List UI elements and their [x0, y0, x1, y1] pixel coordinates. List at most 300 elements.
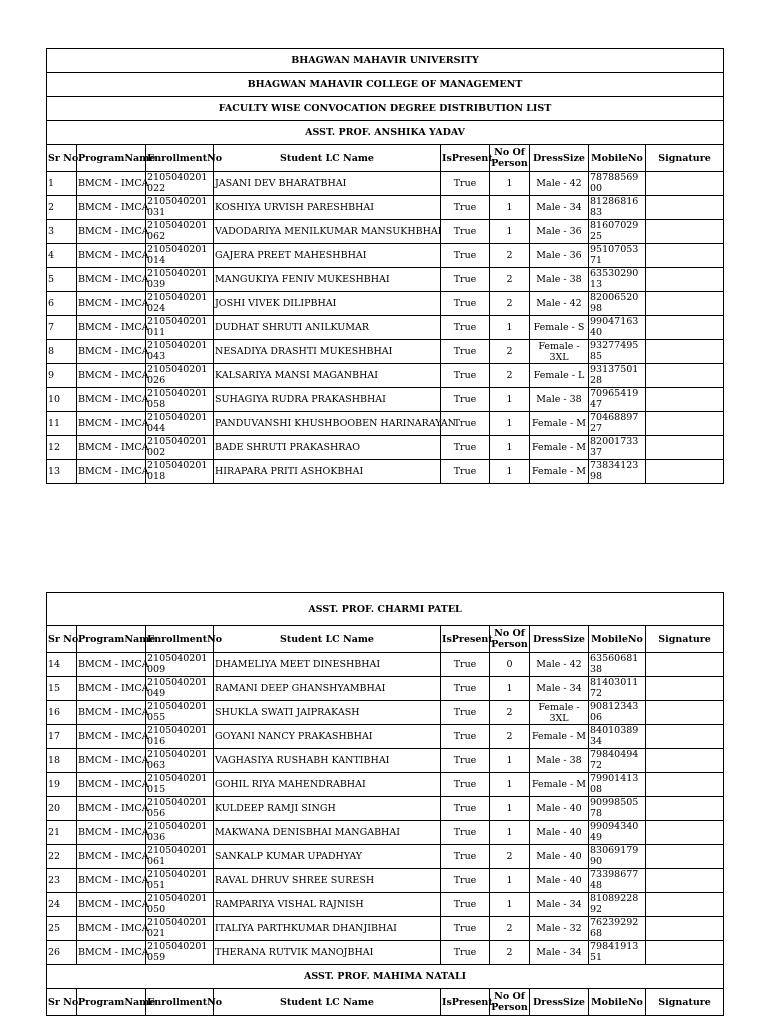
table-cell: BMCM - IMCA — [77, 821, 146, 845]
signature-cell — [646, 893, 724, 917]
table-cell: True — [441, 725, 490, 749]
table-cell: 15 — [47, 677, 77, 701]
table-cell: 22 — [47, 845, 77, 869]
table-cell: 6353029013 — [589, 268, 646, 292]
table-cell: NESADIYA DRASHTI MUKESHBHAI — [214, 340, 441, 364]
table-cell: PANDUVANSHI KHUSHBOOBEN HARINARAYAN — [214, 412, 441, 436]
table-cell: 2105040201043 — [146, 340, 214, 364]
column-header: ProgramName — [77, 145, 146, 172]
table-cell: BMCM - IMCA — [77, 653, 146, 677]
table-row — [47, 292, 724, 316]
signature-cell — [646, 316, 724, 340]
table-cell: True — [441, 653, 490, 677]
table-cell: Male - 40 — [530, 845, 589, 869]
table-row — [47, 220, 724, 244]
table-cell: BMCM - IMCA — [77, 725, 146, 749]
signature-cell — [646, 701, 724, 725]
table-cell: GAJERA PREET MAHESHBHAI — [214, 244, 441, 268]
signature-cell — [646, 773, 724, 797]
signature-cell — [646, 653, 724, 677]
table-cell: 16 — [47, 701, 77, 725]
table-cell: 25 — [47, 917, 77, 941]
college-title: BHAGWAN MAHAVIR COLLEGE OF MANAGEMENT — [47, 73, 724, 97]
table-cell: 2105040201062 — [146, 220, 214, 244]
table-cell: MAKWANA DENISBHAI MANGABHAI — [214, 821, 441, 845]
table-cell: Female - 3XL — [530, 701, 589, 725]
signature-cell — [646, 941, 724, 965]
table-cell: JOSHI VIVEK DILIPBHAI — [214, 292, 441, 316]
list-title: FACULTY WISE CONVOCATION DEGREE DISTRIBUTION LIST — [47, 97, 724, 121]
table-cell: 2 — [490, 725, 530, 749]
table-cell: 6 — [47, 292, 77, 316]
signature-cell — [646, 917, 724, 941]
table-cell: KALSARIYA MANSI MAGANBHAI — [214, 364, 441, 388]
table-cell: Male - 42 — [530, 292, 589, 316]
column-header: Student LC Name — [214, 145, 441, 172]
table-row — [47, 436, 724, 460]
table-cell: GOHIL RIYA MAHENDRABHAI — [214, 773, 441, 797]
column-header: Student LC Name — [214, 626, 441, 653]
table-cell: 7096541947 — [589, 388, 646, 412]
column-header: MobileNo — [589, 145, 646, 172]
table-cell: BMCM - IMCA — [77, 388, 146, 412]
table-cell: 1 — [490, 773, 530, 797]
table-cell: 2105040201022 — [146, 172, 214, 196]
table-cell: True — [441, 220, 490, 244]
table-cell: 9099850578 — [589, 797, 646, 821]
table-row — [47, 172, 724, 196]
table-cell: 1 — [490, 388, 530, 412]
table-cell: VADODARIYA MENILKUMAR MANSUKHBHAI — [214, 220, 441, 244]
column-header: EnrollmentNo — [146, 989, 214, 1016]
table-cell: BMCM - IMCA — [77, 869, 146, 893]
table-cell: 2 — [490, 244, 530, 268]
table-cell: 13 — [47, 460, 77, 484]
table-row — [47, 244, 724, 268]
table-cell: True — [441, 388, 490, 412]
table-cell: 2105040201049 — [146, 677, 214, 701]
table-cell: 8160702925 — [589, 220, 646, 244]
column-header: IsPresent — [441, 626, 490, 653]
table-cell: 2 — [490, 701, 530, 725]
table-cell: 5 — [47, 268, 77, 292]
table-cell: 8401038934 — [589, 725, 646, 749]
table-row — [47, 701, 724, 725]
table-cell: 2105040201039 — [146, 268, 214, 292]
table-cell: BMCM - IMCA — [77, 196, 146, 220]
table-cell: 2105040201055 — [146, 701, 214, 725]
table-cell: 4 — [47, 244, 77, 268]
table-cell: 2105040201063 — [146, 749, 214, 773]
table-cell: Male - 34 — [530, 677, 589, 701]
table-cell: True — [441, 412, 490, 436]
table-cell: 7990141308 — [589, 773, 646, 797]
table-cell: True — [441, 340, 490, 364]
table-cell: Female - M — [530, 725, 589, 749]
table-cell: JASANI DEV BHARATBHAI — [214, 172, 441, 196]
column-header: Signature — [646, 145, 724, 172]
table-cell: BMCM - IMCA — [77, 436, 146, 460]
signature-cell — [646, 388, 724, 412]
table-cell: True — [441, 869, 490, 893]
table-cell: VAGHASIYA RUSHABH KANTIBHAI — [214, 749, 441, 773]
column-header: ProgramName — [77, 626, 146, 653]
table-cell: Male - 40 — [530, 797, 589, 821]
table-cell: 7984191351 — [589, 941, 646, 965]
table-cell: 1 — [490, 749, 530, 773]
table-cell: BADE SHRUTI PRAKASHRAO — [214, 436, 441, 460]
table-cell: BMCM - IMCA — [77, 749, 146, 773]
column-header: Sr No. — [47, 626, 77, 653]
table-cell: 8200652098 — [589, 292, 646, 316]
table-row — [47, 725, 724, 749]
table-cell: Male - 40 — [530, 869, 589, 893]
table-row — [47, 316, 724, 340]
table-cell: 21 — [47, 821, 77, 845]
table-cell: 2105040201051 — [146, 869, 214, 893]
faculty-heading: ASST. PROF. CHARMI PATEL — [47, 593, 724, 626]
table-row — [47, 677, 724, 701]
table-cell: 9327749585 — [589, 340, 646, 364]
table-cell: BMCM - IMCA — [77, 893, 146, 917]
table-cell: 2 — [490, 340, 530, 364]
table-cell: True — [441, 797, 490, 821]
table-cell: 1 — [490, 412, 530, 436]
table-row — [47, 821, 724, 845]
table-cell: 9 — [47, 364, 77, 388]
table-cell: 2105040201036 — [146, 821, 214, 845]
signature-cell — [646, 172, 724, 196]
table-cell: 2 — [490, 845, 530, 869]
table-cell: True — [441, 893, 490, 917]
table-cell: 10 — [47, 388, 77, 412]
table-cell: 3 — [47, 220, 77, 244]
column-header: Sr No. — [47, 989, 77, 1016]
table-cell: 1 — [490, 172, 530, 196]
table-cell: Male - 42 — [530, 172, 589, 196]
table-cell: Male - 36 — [530, 220, 589, 244]
table-cell: 2105040201058 — [146, 388, 214, 412]
table-cell: Male - 38 — [530, 749, 589, 773]
table-cell: DHAMELIYA MEET DINESHBHAI — [214, 653, 441, 677]
signature-cell — [646, 268, 724, 292]
table-cell: 2 — [490, 268, 530, 292]
column-header-row — [47, 989, 724, 1016]
table-cell: True — [441, 436, 490, 460]
table-cell: Female - S — [530, 316, 589, 340]
table-cell: 11 — [47, 412, 77, 436]
table-cell: 2105040201026 — [146, 364, 214, 388]
table-cell: 7046889727 — [589, 412, 646, 436]
table-cell: Male - 32 — [530, 917, 589, 941]
table-cell: BMCM - IMCA — [77, 797, 146, 821]
table-cell: 2105040201021 — [146, 917, 214, 941]
table-cell: 7984049472 — [589, 749, 646, 773]
table-cell: GOYANI NANCY PRAKASHBHAI — [214, 725, 441, 749]
table-cell: 20 — [47, 797, 77, 821]
table-cell: True — [441, 917, 490, 941]
table-cell: 1 — [490, 220, 530, 244]
table-cell: SHUKLA SWATI JAIPRAKASH — [214, 701, 441, 725]
table-cell: 1 — [490, 460, 530, 484]
column-header: Signature — [646, 626, 724, 653]
table-cell: ITALIYA PARTHKUMAR DHANJIBHAI — [214, 917, 441, 941]
table-cell: 9510705371 — [589, 244, 646, 268]
table-cell: 2 — [490, 364, 530, 388]
table-cell: True — [441, 460, 490, 484]
table-cell: 2 — [490, 292, 530, 316]
table-cell: 2 — [47, 196, 77, 220]
table-row — [47, 941, 724, 965]
signature-cell — [646, 821, 724, 845]
table-cell: 9909434049 — [589, 821, 646, 845]
table-cell: 18 — [47, 749, 77, 773]
table-cell: BMCM - IMCA — [77, 316, 146, 340]
table-cell: Male - 34 — [530, 893, 589, 917]
table-row — [47, 797, 724, 821]
table-cell: 2105040201014 — [146, 244, 214, 268]
table-cell: 1 — [47, 172, 77, 196]
table-cell: Male - 36 — [530, 244, 589, 268]
table-cell: True — [441, 821, 490, 845]
table-cell: RAVAL DHRUV SHREE SURESH — [214, 869, 441, 893]
table-cell: 1 — [490, 821, 530, 845]
table-cell: 1 — [490, 316, 530, 340]
table-cell: 7 — [47, 316, 77, 340]
table-cell: Female - M — [530, 460, 589, 484]
column-header: MobileNo — [589, 989, 646, 1016]
table-cell: BMCM - IMCA — [77, 268, 146, 292]
table-cell: RAMANI DEEP GHANSHYAMBHAI — [214, 677, 441, 701]
table-cell: 26 — [47, 941, 77, 965]
table-cell: True — [441, 701, 490, 725]
table-cell: 12 — [47, 436, 77, 460]
table-cell: 2105040201044 — [146, 412, 214, 436]
table-cell: BMCM - IMCA — [77, 845, 146, 869]
column-header: No Of Person — [490, 145, 530, 172]
table-2-body — [47, 593, 724, 1016]
table-cell: SANKALP KUMAR UPADHYAY — [214, 845, 441, 869]
table-cell: Male - 38 — [530, 268, 589, 292]
column-header: No Of Person — [490, 626, 530, 653]
table-cell: BMCM - IMCA — [77, 244, 146, 268]
table-cell: 8 — [47, 340, 77, 364]
table-cell: DUDHAT SHRUTI ANILKUMAR — [214, 316, 441, 340]
table-cell: Male - 40 — [530, 821, 589, 845]
column-header: IsPresent — [441, 145, 490, 172]
university-title: BHAGWAN MAHAVIR UNIVERSITY — [47, 49, 724, 73]
table-cell: True — [441, 196, 490, 220]
signature-cell — [646, 196, 724, 220]
table-cell: True — [441, 845, 490, 869]
table-cell: 8128681683 — [589, 196, 646, 220]
table-cell: Male - 38 — [530, 388, 589, 412]
table-row — [47, 773, 724, 797]
table-cell: BMCM - IMCA — [77, 941, 146, 965]
table-cell: 8306917990 — [589, 845, 646, 869]
column-header: DressSize — [530, 626, 589, 653]
table-cell: 17 — [47, 725, 77, 749]
table-cell: 9081234306 — [589, 701, 646, 725]
table-cell: BMCM - IMCA — [77, 220, 146, 244]
table-row — [47, 845, 724, 869]
table-cell: BMCM - IMCA — [77, 917, 146, 941]
table-cell: 7339867748 — [589, 869, 646, 893]
table-cell: 2105040201024 — [146, 292, 214, 316]
table-1-body — [47, 49, 724, 484]
table-cell: 1 — [490, 196, 530, 220]
table-cell: THERANA RUTVIK MANOJBHAI — [214, 941, 441, 965]
table-row — [47, 869, 724, 893]
table-cell: 14 — [47, 653, 77, 677]
table-cell: Female - M — [530, 412, 589, 436]
table-cell: BMCM - IMCA — [77, 340, 146, 364]
table-cell: Male - 34 — [530, 941, 589, 965]
column-header: Student LC Name — [214, 989, 441, 1016]
table-cell: 6356068138 — [589, 653, 646, 677]
table-cell: 0 — [490, 653, 530, 677]
column-header: ProgramName — [77, 989, 146, 1016]
table-cell: True — [441, 292, 490, 316]
table-cell: BMCM - IMCA — [77, 172, 146, 196]
table-cell: 2105040201015 — [146, 773, 214, 797]
table-cell: BMCM - IMCA — [77, 701, 146, 725]
table-cell: BMCM - IMCA — [77, 412, 146, 436]
column-header: DressSize — [530, 145, 589, 172]
table-cell: Male - 42 — [530, 653, 589, 677]
table-cell: MANGUKIYA FENIV MUKESHBHAI — [214, 268, 441, 292]
signature-cell — [646, 869, 724, 893]
column-header-row — [47, 145, 724, 172]
column-header: EnrollmentNo — [146, 145, 214, 172]
table-cell: BMCM - IMCA — [77, 292, 146, 316]
table-row — [47, 268, 724, 292]
table-cell: True — [441, 172, 490, 196]
table-cell: BMCM - IMCA — [77, 460, 146, 484]
table-cell: 2105040201061 — [146, 845, 214, 869]
table-cell: KULDEEP RAMJI SINGH — [214, 797, 441, 821]
table-cell: 1 — [490, 436, 530, 460]
table-cell: KOSHIYA URVISH PARESHBHAI — [214, 196, 441, 220]
table-cell: 7383412398 — [589, 460, 646, 484]
table-row — [47, 388, 724, 412]
table-cell: 2 — [490, 941, 530, 965]
signature-cell — [646, 292, 724, 316]
table-row — [47, 340, 724, 364]
table-cell: True — [441, 364, 490, 388]
table-row — [47, 196, 724, 220]
signature-cell — [646, 340, 724, 364]
table-cell: Female - M — [530, 436, 589, 460]
signature-cell — [646, 749, 724, 773]
column-header: Sr No. — [47, 145, 77, 172]
table-cell: True — [441, 773, 490, 797]
table-cell: Female - 3XL — [530, 340, 589, 364]
signature-cell — [646, 797, 724, 821]
signature-cell — [646, 845, 724, 869]
table-cell: 2105040201018 — [146, 460, 214, 484]
table-cell: 2 — [490, 917, 530, 941]
table-cell: 9313750128 — [589, 364, 646, 388]
table-cell: 19 — [47, 773, 77, 797]
table-cell: 8108922892 — [589, 893, 646, 917]
table-cell: 2105040201059 — [146, 941, 214, 965]
table-cell: 23 — [47, 869, 77, 893]
table-cell: 2105040201002 — [146, 436, 214, 460]
table-cell: 2105040201016 — [146, 725, 214, 749]
table-cell: BMCM - IMCA — [77, 677, 146, 701]
signature-cell — [646, 364, 724, 388]
faculty-heading: ASST. PROF. MAHIMA NATALI — [47, 965, 724, 989]
table-cell: True — [441, 749, 490, 773]
table-row — [47, 749, 724, 773]
table-cell: BMCM - IMCA — [77, 364, 146, 388]
table-cell: RAMPARIYA VISHAL RAJNISH — [214, 893, 441, 917]
table-cell: 1 — [490, 893, 530, 917]
table-cell: HIRAPARA PRITI ASHOKBHAI — [214, 460, 441, 484]
column-header-row — [47, 626, 724, 653]
table-row — [47, 460, 724, 484]
table-cell: 2105040201031 — [146, 196, 214, 220]
table-cell: 7623929268 — [589, 917, 646, 941]
signature-cell — [646, 220, 724, 244]
table-row — [47, 653, 724, 677]
table-cell: SUHAGIYA RUDRA PRAKASHBHAI — [214, 388, 441, 412]
table-cell: True — [441, 244, 490, 268]
faculty-table-2 — [46, 592, 724, 1016]
table-row — [47, 412, 724, 436]
table-cell: BMCM - IMCA — [77, 773, 146, 797]
table-cell: 1 — [490, 677, 530, 701]
column-header: IsPresent — [441, 989, 490, 1016]
table-row — [47, 893, 724, 917]
table-cell: 8140301172 — [589, 677, 646, 701]
table-cell: True — [441, 677, 490, 701]
table-row — [47, 364, 724, 388]
signature-cell — [646, 677, 724, 701]
table-cell: 24 — [47, 893, 77, 917]
column-header: MobileNo — [589, 626, 646, 653]
column-header: EnrollmentNo — [146, 626, 214, 653]
signature-cell — [646, 725, 724, 749]
table-cell: 7878856900 — [589, 172, 646, 196]
column-header: DressSize — [530, 989, 589, 1016]
table-cell: 2105040201050 — [146, 893, 214, 917]
table-cell: 2105040201056 — [146, 797, 214, 821]
table-cell: 2105040201009 — [146, 653, 214, 677]
table-cell: 8200173337 — [589, 436, 646, 460]
faculty-table-1 — [46, 48, 724, 484]
table-cell: 1 — [490, 797, 530, 821]
table-cell: 1 — [490, 869, 530, 893]
table-cell: 2105040201011 — [146, 316, 214, 340]
signature-cell — [646, 412, 724, 436]
table-cell: Female - L — [530, 364, 589, 388]
table-cell: Male - 34 — [530, 196, 589, 220]
signature-cell — [646, 460, 724, 484]
table-cell: True — [441, 316, 490, 340]
signature-cell — [646, 436, 724, 460]
table-cell: True — [441, 941, 490, 965]
column-header: No Of Person — [490, 989, 530, 1016]
faculty-heading: ASST. PROF. ANSHIKA YADAV — [47, 121, 724, 145]
table-cell: True — [441, 268, 490, 292]
table-row — [47, 917, 724, 941]
column-header: Signature — [646, 989, 724, 1016]
table-cell: Female - M — [530, 773, 589, 797]
table-cell: 9904716340 — [589, 316, 646, 340]
signature-cell — [646, 244, 724, 268]
